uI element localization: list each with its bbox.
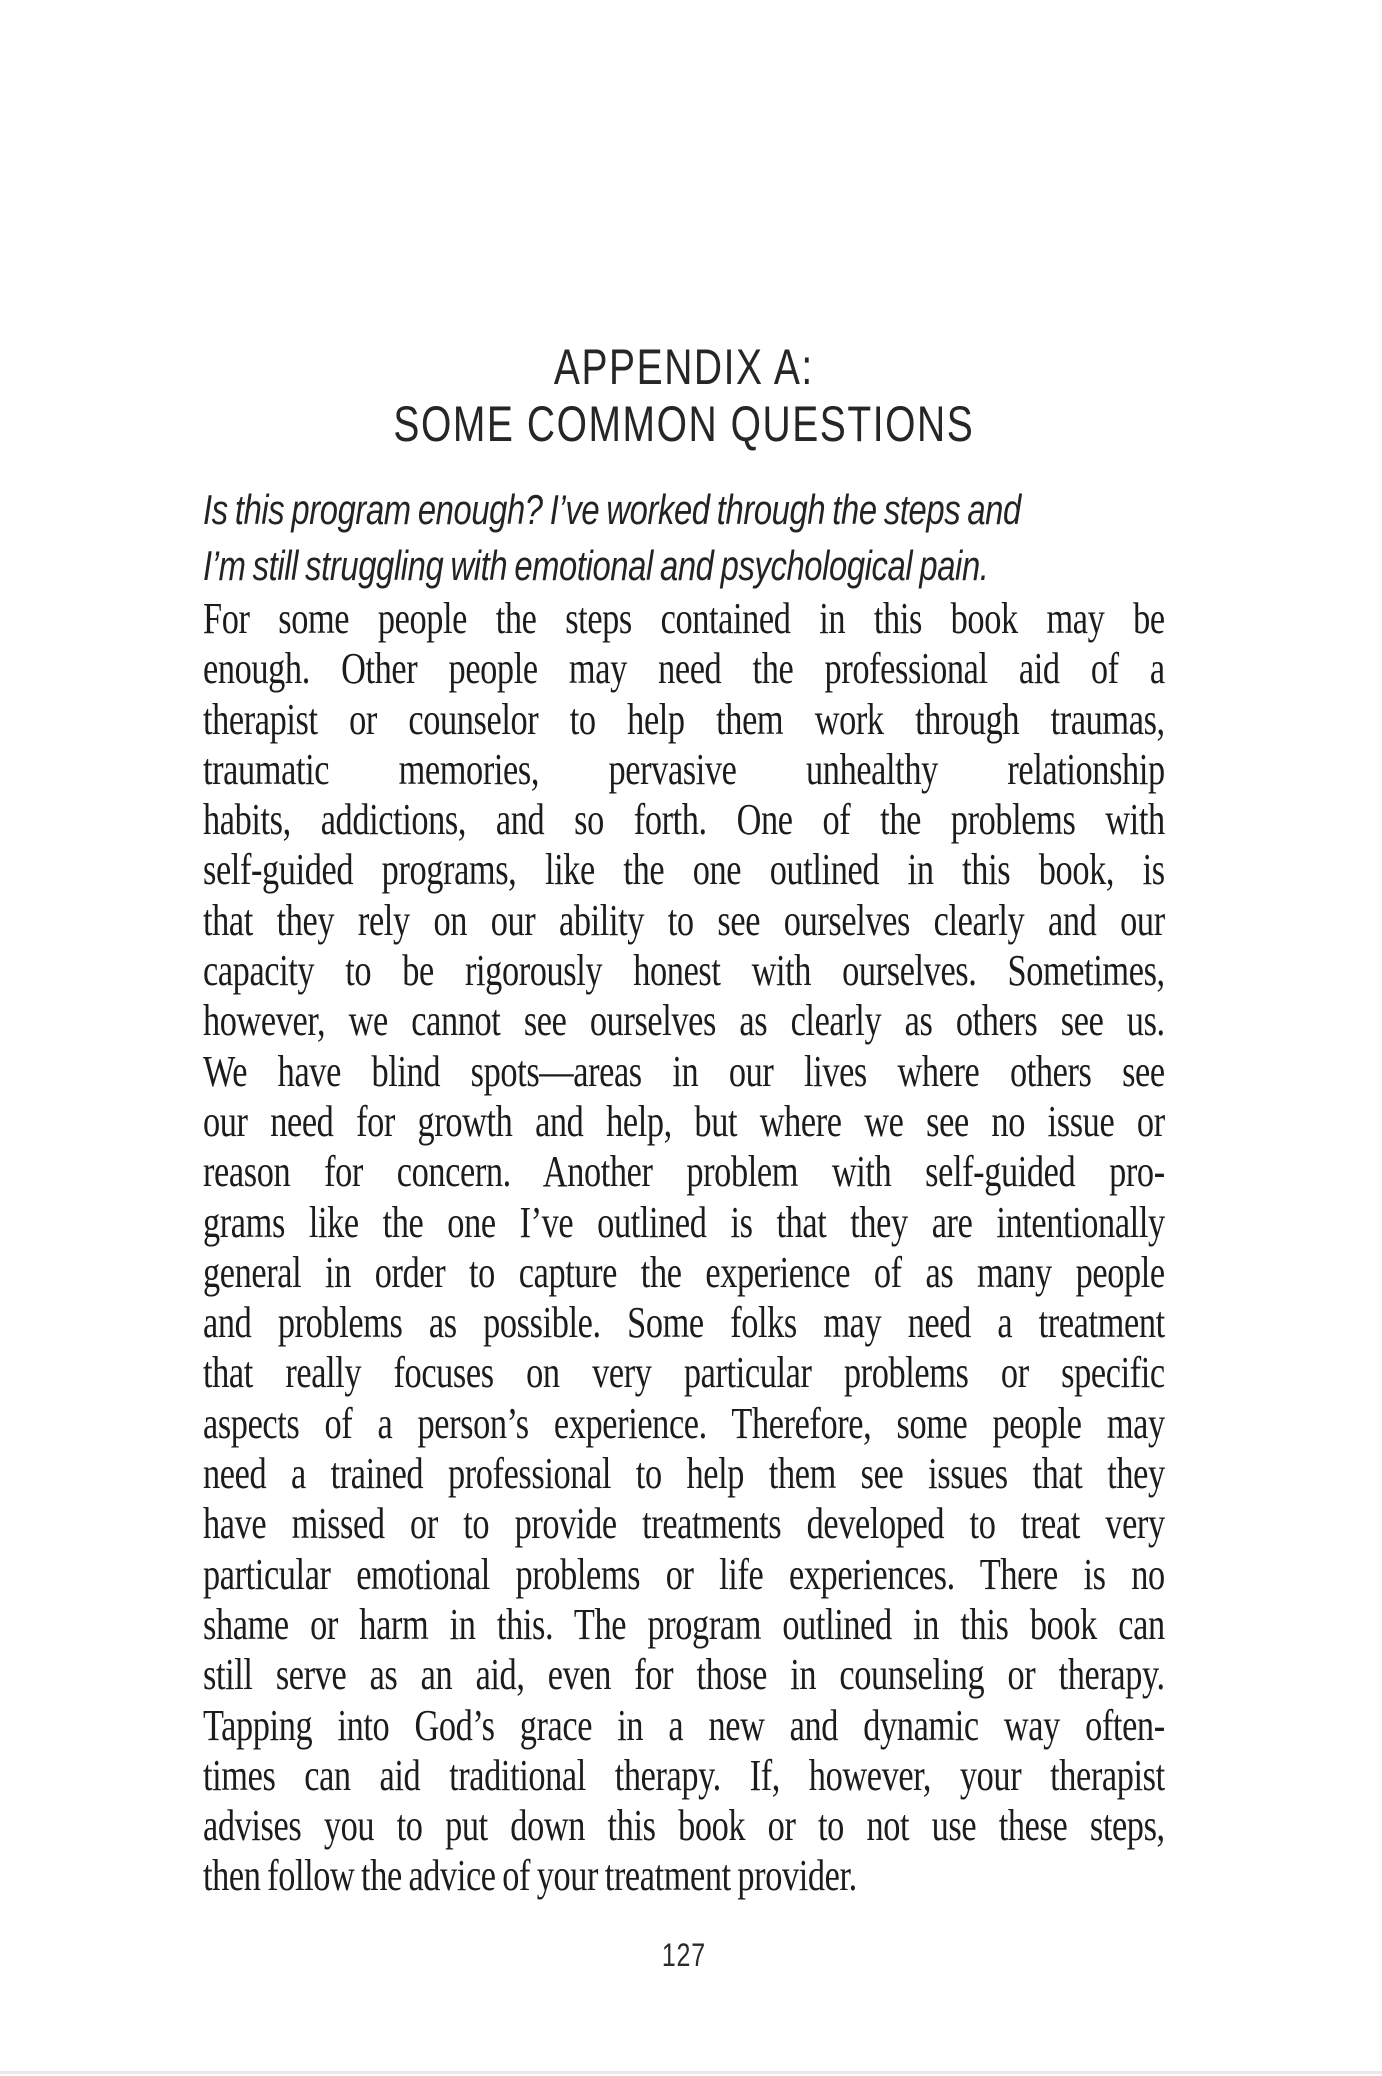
body-line: however, we cannot see ourselves as clearly as others see us. bbox=[203, 996, 1165, 1046]
body-line: that they rely on our ability to see ourselves clearly and our bbox=[203, 895, 1165, 945]
body-line: then follow the advice of your treatment provider. bbox=[203, 1851, 857, 1901]
body-line: shame or harm in this. The program outlined in this book can bbox=[203, 1599, 1165, 1649]
appendix-heading-line2: SOME COMMON QUESTIONS bbox=[393, 396, 975, 452]
page-number: 127 bbox=[661, 1937, 706, 1973]
body-line: and problems as possible. Some folks may need a treatment bbox=[203, 1298, 1165, 1348]
body-line: grams like the one I’ve outlined is that they are intentionally bbox=[203, 1197, 1165, 1247]
body-line: have missed or to provide treatments developed to treat very bbox=[203, 1499, 1165, 1549]
body-line: our need for growth and help, but where we see no issue or bbox=[203, 1096, 1165, 1146]
body-line: aspects of a person’s experience. Therefore, some people may bbox=[203, 1398, 1165, 1448]
body-line: need a trained professional to help them see issues that they bbox=[203, 1449, 1165, 1499]
appendix-heading-line1: APPENDIX A: bbox=[553, 339, 814, 395]
question-paragraph bbox=[203, 482, 1165, 594]
body-line: Tapping into God’s grace in a new and dynamic way often- bbox=[203, 1700, 1165, 1750]
body-line: times can aid traditional therapy. If, however, your therapist bbox=[203, 1750, 1165, 1800]
question-line: I’m still struggling with emotional and psychological pain. bbox=[203, 542, 989, 589]
body-line: self-guided programs, like the one outlined in this book, is bbox=[203, 845, 1165, 895]
body-line: habits, addictions, and so forth. One of the problems with bbox=[203, 795, 1165, 845]
body-line: general in order to capture the experience of as many people bbox=[203, 1247, 1165, 1297]
bottom-divider bbox=[0, 2071, 1382, 2074]
body-line: still serve as an aid, even for those in counseling or therapy. bbox=[203, 1650, 1165, 1700]
body-paragraph bbox=[203, 594, 1165, 1902]
body-line: reason for concern. Another problem with self-guided pro- bbox=[203, 1147, 1165, 1197]
body-line: For some people the steps contained in this book may be bbox=[203, 594, 1165, 643]
appendix-heading bbox=[203, 339, 1165, 453]
body-line: enough. Other people may need the professional aid of a bbox=[203, 644, 1165, 694]
body-line: advises you to put down this book or to not use these steps, bbox=[203, 1801, 1165, 1851]
body-line: capacity to be rigorously honest with ourselves. Sometimes, bbox=[203, 946, 1165, 996]
text-block bbox=[203, 0, 1165, 2076]
body-line: traumatic memories, pervasive unhealthy relationship bbox=[203, 744, 1165, 794]
question-line: Is this program enough? I’ve worked through the steps and bbox=[203, 486, 1021, 533]
body-line: particular emotional problems or life experiences. There is no bbox=[203, 1549, 1165, 1599]
body-line: that really focuses on very particular problems or specific bbox=[203, 1348, 1165, 1398]
body-line: We have blind spots—areas in our lives where others see bbox=[203, 1046, 1165, 1096]
body-line: therapist or counselor to help them work through traumas, bbox=[203, 694, 1165, 744]
